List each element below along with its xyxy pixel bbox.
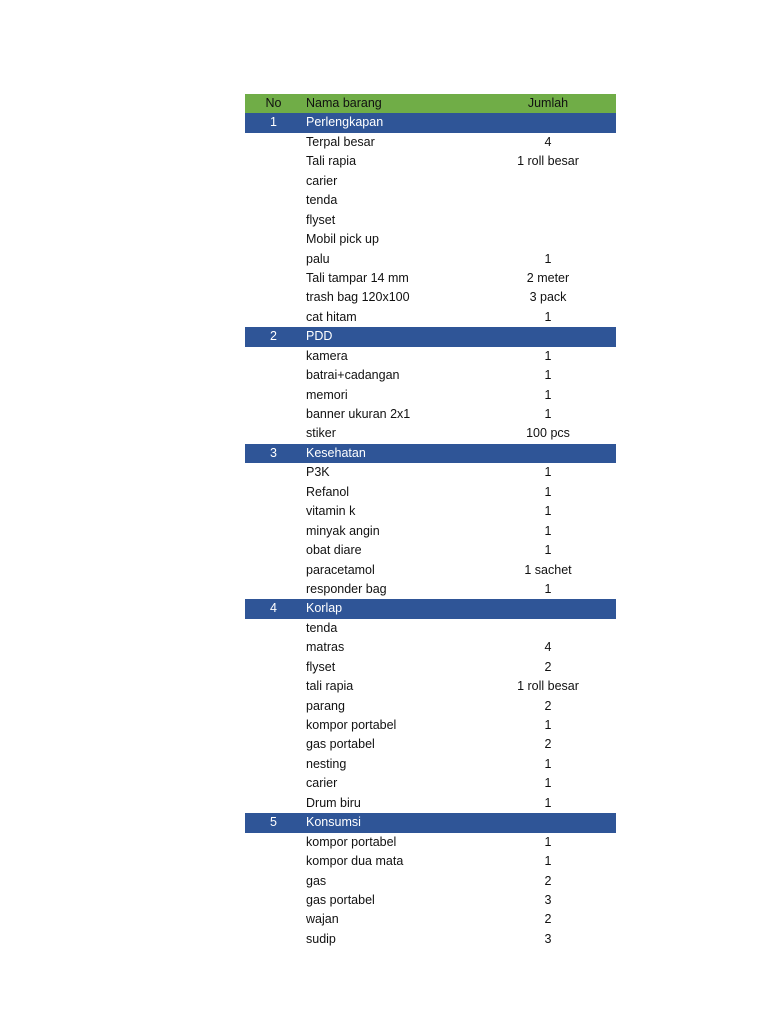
table-row [245,716,616,735]
table-row [245,891,616,910]
section-title: Perlengkapan [306,115,384,130]
table-row [245,386,616,405]
item-qty: 1 [544,348,552,363]
item-name: carier [306,173,338,188]
table-row [245,735,616,754]
item-name: wajan [306,912,339,927]
table-row [245,794,616,813]
item-name: palu [306,251,330,266]
item-name: P3K [306,465,330,480]
table-row [245,502,616,521]
item-name: Mobil pick up [306,232,379,247]
table-row [245,347,616,366]
item-qty: 1 [544,834,552,849]
item-name: minyak angin [306,523,380,538]
item-qty: 1 [544,854,552,869]
table-row [245,230,616,249]
item-qty: 1 sachet [524,562,572,577]
table-row [245,658,616,677]
item-name: tenda [306,193,338,208]
item-name: kompor portabel [306,718,397,732]
item-name: obat diare [306,543,362,558]
item-qty: 1 [544,387,552,402]
item-name: Drum biru [306,795,361,810]
table-body [245,113,616,949]
item-name: kompor portabel [306,834,397,849]
section-title: PDD [306,329,333,344]
item-qty: 3 [544,892,552,907]
section-title: Korlap [306,601,343,616]
table-row [245,638,616,657]
item-qty: 1 [544,543,552,558]
item-qty: 1 [544,484,552,499]
item-name: Tali tampar 14 mm [306,270,409,285]
item-name: tenda [306,620,338,635]
header-no: No [265,96,282,110]
table-row [245,366,616,385]
table-row [245,483,616,502]
section-number: 2 [270,329,277,344]
table-row [245,172,616,191]
table-row [245,755,616,774]
item-qty: 100 pcs [526,426,570,441]
table-row [245,619,616,638]
item-name: matras [306,640,345,655]
item-qty: 3 pack [529,290,567,305]
table-row [245,697,616,716]
item-qty: 2 [544,659,552,674]
item-qty: 1 [544,368,552,383]
table-row [245,463,616,482]
table-row [245,561,616,580]
table-row [245,774,616,793]
table-row [245,522,616,541]
header-qty: Jumlah [527,96,569,110]
table-row [245,308,616,327]
item-qty: 1 [544,718,552,732]
item-qty: 1 [544,309,552,324]
item-name: kamera [306,348,348,363]
table-header-row [245,94,616,113]
section-number: 3 [270,445,277,460]
item-name: paracetamol [306,562,375,577]
item-name: flyset [306,659,336,674]
table-row [245,250,616,269]
item-name: banner ukuran 2x1 [306,407,411,421]
table-row [245,288,616,307]
section-row [245,813,616,832]
table-row [245,872,616,891]
item-name: kompor dua mata [306,854,404,869]
section-number: 1 [270,115,277,130]
item-qty: 1 roll besar [517,154,579,169]
item-name: cat hitam [306,309,357,324]
table-row [245,910,616,929]
table-row [245,424,616,443]
item-name: flyset [306,212,336,227]
item-name: responder bag [306,581,387,596]
item-name: memori [306,387,348,402]
item-name: batrai+cadangan [306,368,400,383]
table-row [245,211,616,230]
item-name: trash bag 120x100 [306,290,410,305]
item-name: vitamin k [306,504,356,519]
item-name: Tali rapia [306,154,357,169]
table-row [245,833,616,852]
item-qty: 1 [544,407,552,421]
item-qty: 1 [544,756,552,771]
item-qty: 2 [544,873,552,888]
item-name: Terpal besar [306,134,375,149]
item-qty: 1 [544,795,552,810]
section-row [245,113,616,132]
equipment-table [245,94,616,949]
item-qty: 1 roll besar [517,679,579,694]
item-qty: 4 [544,640,552,655]
section-row [245,444,616,463]
item-name: sudip [306,931,336,946]
item-qty: 1 [544,776,552,791]
item-qty: 3 [544,931,552,946]
item-name: tali rapia [306,679,354,694]
section-title: Kesehatan [306,445,366,460]
header-name: Nama barang [306,96,382,110]
item-name: stiker [306,426,336,441]
section-row [245,327,616,346]
item-name: gas [306,873,327,888]
item-qty: 1 [544,465,552,480]
item-qty: 2 meter [526,270,570,285]
table-row [245,580,616,599]
item-qty: 1 [544,251,552,266]
item-name: nesting [306,756,347,771]
item-name: carier [306,776,338,791]
section-number: 4 [270,601,277,616]
item-qty: 4 [544,134,552,149]
table-row [245,191,616,210]
table-row [245,152,616,171]
table-row [245,677,616,696]
table-row [245,269,616,288]
item-qty: 1 [544,523,552,538]
table-row [245,852,616,871]
table-row [245,930,616,949]
section-title: Konsumsi [306,815,361,830]
item-qty: 2 [544,698,552,713]
item-qty: 2 [544,912,552,927]
item-name: gas portabel [306,737,375,752]
item-qty: 1 [544,581,552,596]
item-name: parang [306,698,345,713]
item-name: Refanol [306,484,350,499]
item-qty: 1 [544,504,552,519]
table-row [245,541,616,560]
table-row [245,133,616,152]
item-name: gas portabel [306,892,375,907]
section-row [245,599,616,618]
section-number: 5 [270,815,277,830]
item-qty: 2 [544,737,552,752]
table-row [245,405,616,424]
